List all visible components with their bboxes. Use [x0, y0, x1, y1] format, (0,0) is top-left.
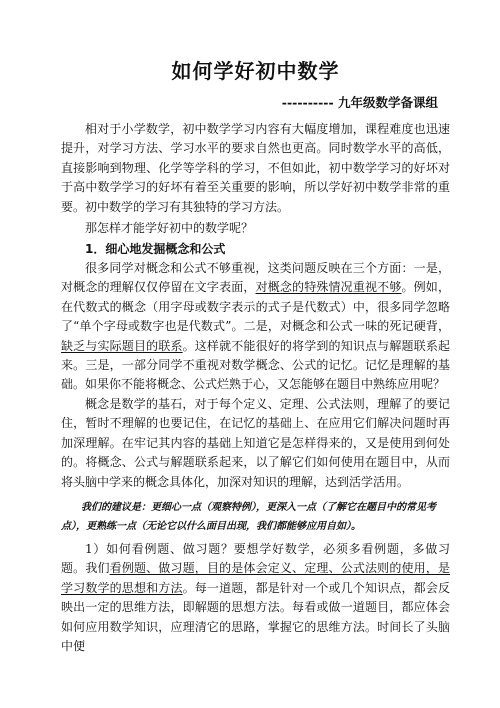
section1-heading: 1．细心地发掘概念和公式 [85, 242, 226, 257]
para3-text-1: 1）如何看例题、做习题？要想学好数学，必须多看例题，多做习题。我们 [61, 541, 450, 576]
para1-text-3: 。这样就不能很好的将学到的知识点与解题联系起来。三是，一部分同学不重视对数学概念、公式的记忆。记忆是理解的基础。如果你不能将概念、公式烂熟于心，又怎能够在题目中熟练应用呢？ [61, 338, 450, 392]
section1-paragraph-1 [61, 259, 450, 395]
section1-paragraph-2: 概念是数学的基石，对于每个定义、定理、公式法则，理解了的要记住，暂时不理解的也要记住，在记忆的基础上、在应用它们解决问题时再加深理解。在牢记其内容的基础上知道它是怎样得来的，又是使用到何处的。将概念、公式与解题联系起来，以了解它们如何使用在题目中，从而将头脑中学来的概念具体化，加深对知识的理解，达到活学活用。 [61, 396, 450, 489]
para1-underline-2: 缺乏与实际题目的联系 [61, 338, 183, 353]
intro-text: 相对于小学数学，初中数学学习内容有大幅度增加，课程难度也迅速提升，对学习方法、学习水平的要求自然也更高。同时数学水平的高低，直接影响到物理、化学等学科的学习，不但如此，初中数学学习的好坏对于高中数学学习的好坏有着至关重要的影响，所以学好初中数学非常的重要。初中数学的学习有其独特的学习方法。 [61, 122, 450, 214]
advice-paragraph: 我们的建议是：更细心一点（观察特例），更深入一点（了解它在题目中的常见考点），更熟练一点（无论它以什么面目出现，我们都能够应用自如）。 [61, 501, 436, 532]
para1-text-2: 。例如，在代数式的概念（用字母或数字表示的式子是代数式）中，很多同学忽略了“单个字母或数字也是代数式”。二是，对概念和公式一味的死记硬背， [61, 280, 450, 334]
document-title: 如何学好初中数学 [171, 59, 340, 83]
section1-paragraph-3 [61, 540, 450, 656]
para1-text-1: 很多同学对概念和公式不够重视，这类问题反映在三个方面：一是，对概念的理解仅仅停留在文字表面， [61, 261, 450, 295]
para3-underline-1: 看例题、做习题，目的是体会定义、定理、公式法则的使用，是学习数学的思想和方法 [61, 561, 450, 595]
para3-text-2: 。每一道题，都是针对一个或几个知识点，都会反映出一定的思维方法，即解题的思想方法。每看或做一道题目，都应体会如何应用数学知识，应理清它的思路，掌握它的思维方法。时间长了头脑中便 [61, 580, 450, 653]
para1-underline-1: 对概念的特殊情况重视不够 [255, 280, 402, 295]
question-heading: 那怎样才能学好初中的数学呢？ [85, 221, 254, 236]
document-subtitle: ---------- 九年级数学备课组 [281, 95, 438, 110]
intro-paragraph [61, 120, 450, 217]
